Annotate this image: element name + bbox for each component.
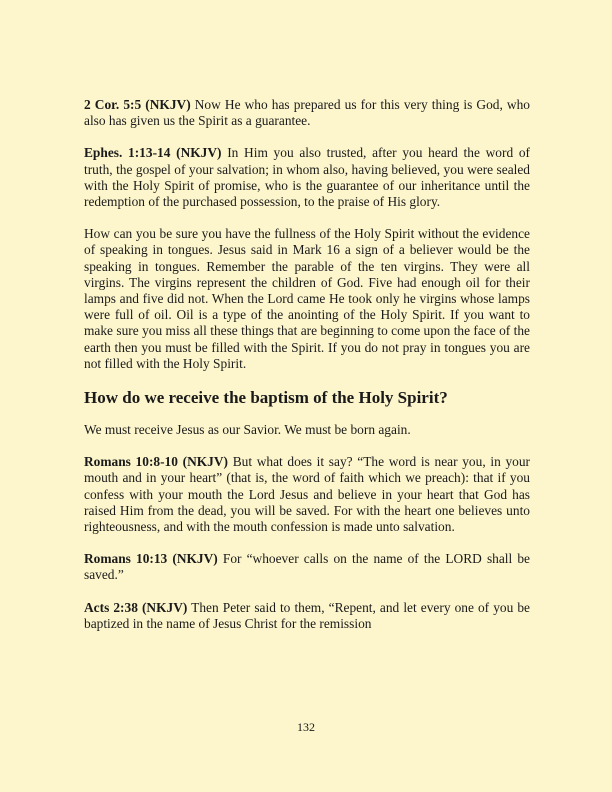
body-text: How can you be sure you have the fullness of the Holy Spirit without the evidence of speaking in tongues. Jesus said in Mark 16 a sign of a believer would be the speaking in tongues. Remember the parable of the ten virgins. They were all virgins. The virgins represent the children of God. Five had enough oil for their lamps and five did not. When the Lord came He took only he virgins whose lamps were full of oil. Oil is a type of the anointing of the Holy Spirit. If you want to make sure you miss all these things that are beginning to come upon the face of the earth then you must be filled with the Spirit. If you do not pray in tongues you are not filled with the Holy Spirit. [84, 226, 530, 371]
paragraph-2cor [84, 97, 530, 129]
verse-text: For “whoever calls on the name of the LORD shall be saved.” [84, 551, 530, 583]
paragraph-romans-10-13 [84, 551, 530, 583]
verse-reference: Ephes. 1:13-14 (NKJV) [84, 145, 222, 161]
verse-reference: Acts 2:38 (NKJV) [84, 599, 188, 615]
verse-reference: Romans 10:13 (NKJV) [84, 551, 218, 567]
paragraph-born-again [84, 422, 530, 438]
verse-text: Now He who has prepared us for this very thing is God, who also has given us the Spirit as a guarantee. [84, 97, 530, 129]
verse-text: Then Peter said to them, “Repent, and let every one of you be baptized in the name of Jesus Christ for the remission [84, 599, 530, 631]
body-text: We must receive Jesus as our Savior. We must be born again. [84, 422, 411, 438]
paragraph-acts-2-38 [84, 600, 530, 632]
verse-reference: Romans 10:8-10 (NKJV) [84, 454, 229, 470]
verse-text: In Him you also trusted, after you heard the word of truth, the gospel of your salvation; in whom also, having believed, you were sealed with the Holy Spirit of promise, who is the guarantee of our inheritance until the redemption of the purchased possession, to the praise of His glory. [84, 145, 530, 210]
paragraph-tongues [84, 226, 530, 372]
verse-reference: 2 Cor. 5:5 (NKJV) [84, 97, 191, 112]
page-number: 132 [297, 720, 315, 734]
verse-text: But what does it say? “The word is near you, in your mouth and in your heart” (that is, the word of faith which we preach): that if you confess with your mouth the Lord Jesus and believe in your heart that God has raised Him from the dead, you will be saved. For with the heart one believes unto righteousness, and with the mouth confession is made unto salvation. [84, 454, 530, 535]
page-body [84, 97, 530, 648]
paragraph-romans-10-8 [84, 454, 530, 535]
section-heading: How do we receive the baptism of the Holy Spirit? [84, 388, 448, 408]
paragraph-ephesians [84, 145, 530, 210]
